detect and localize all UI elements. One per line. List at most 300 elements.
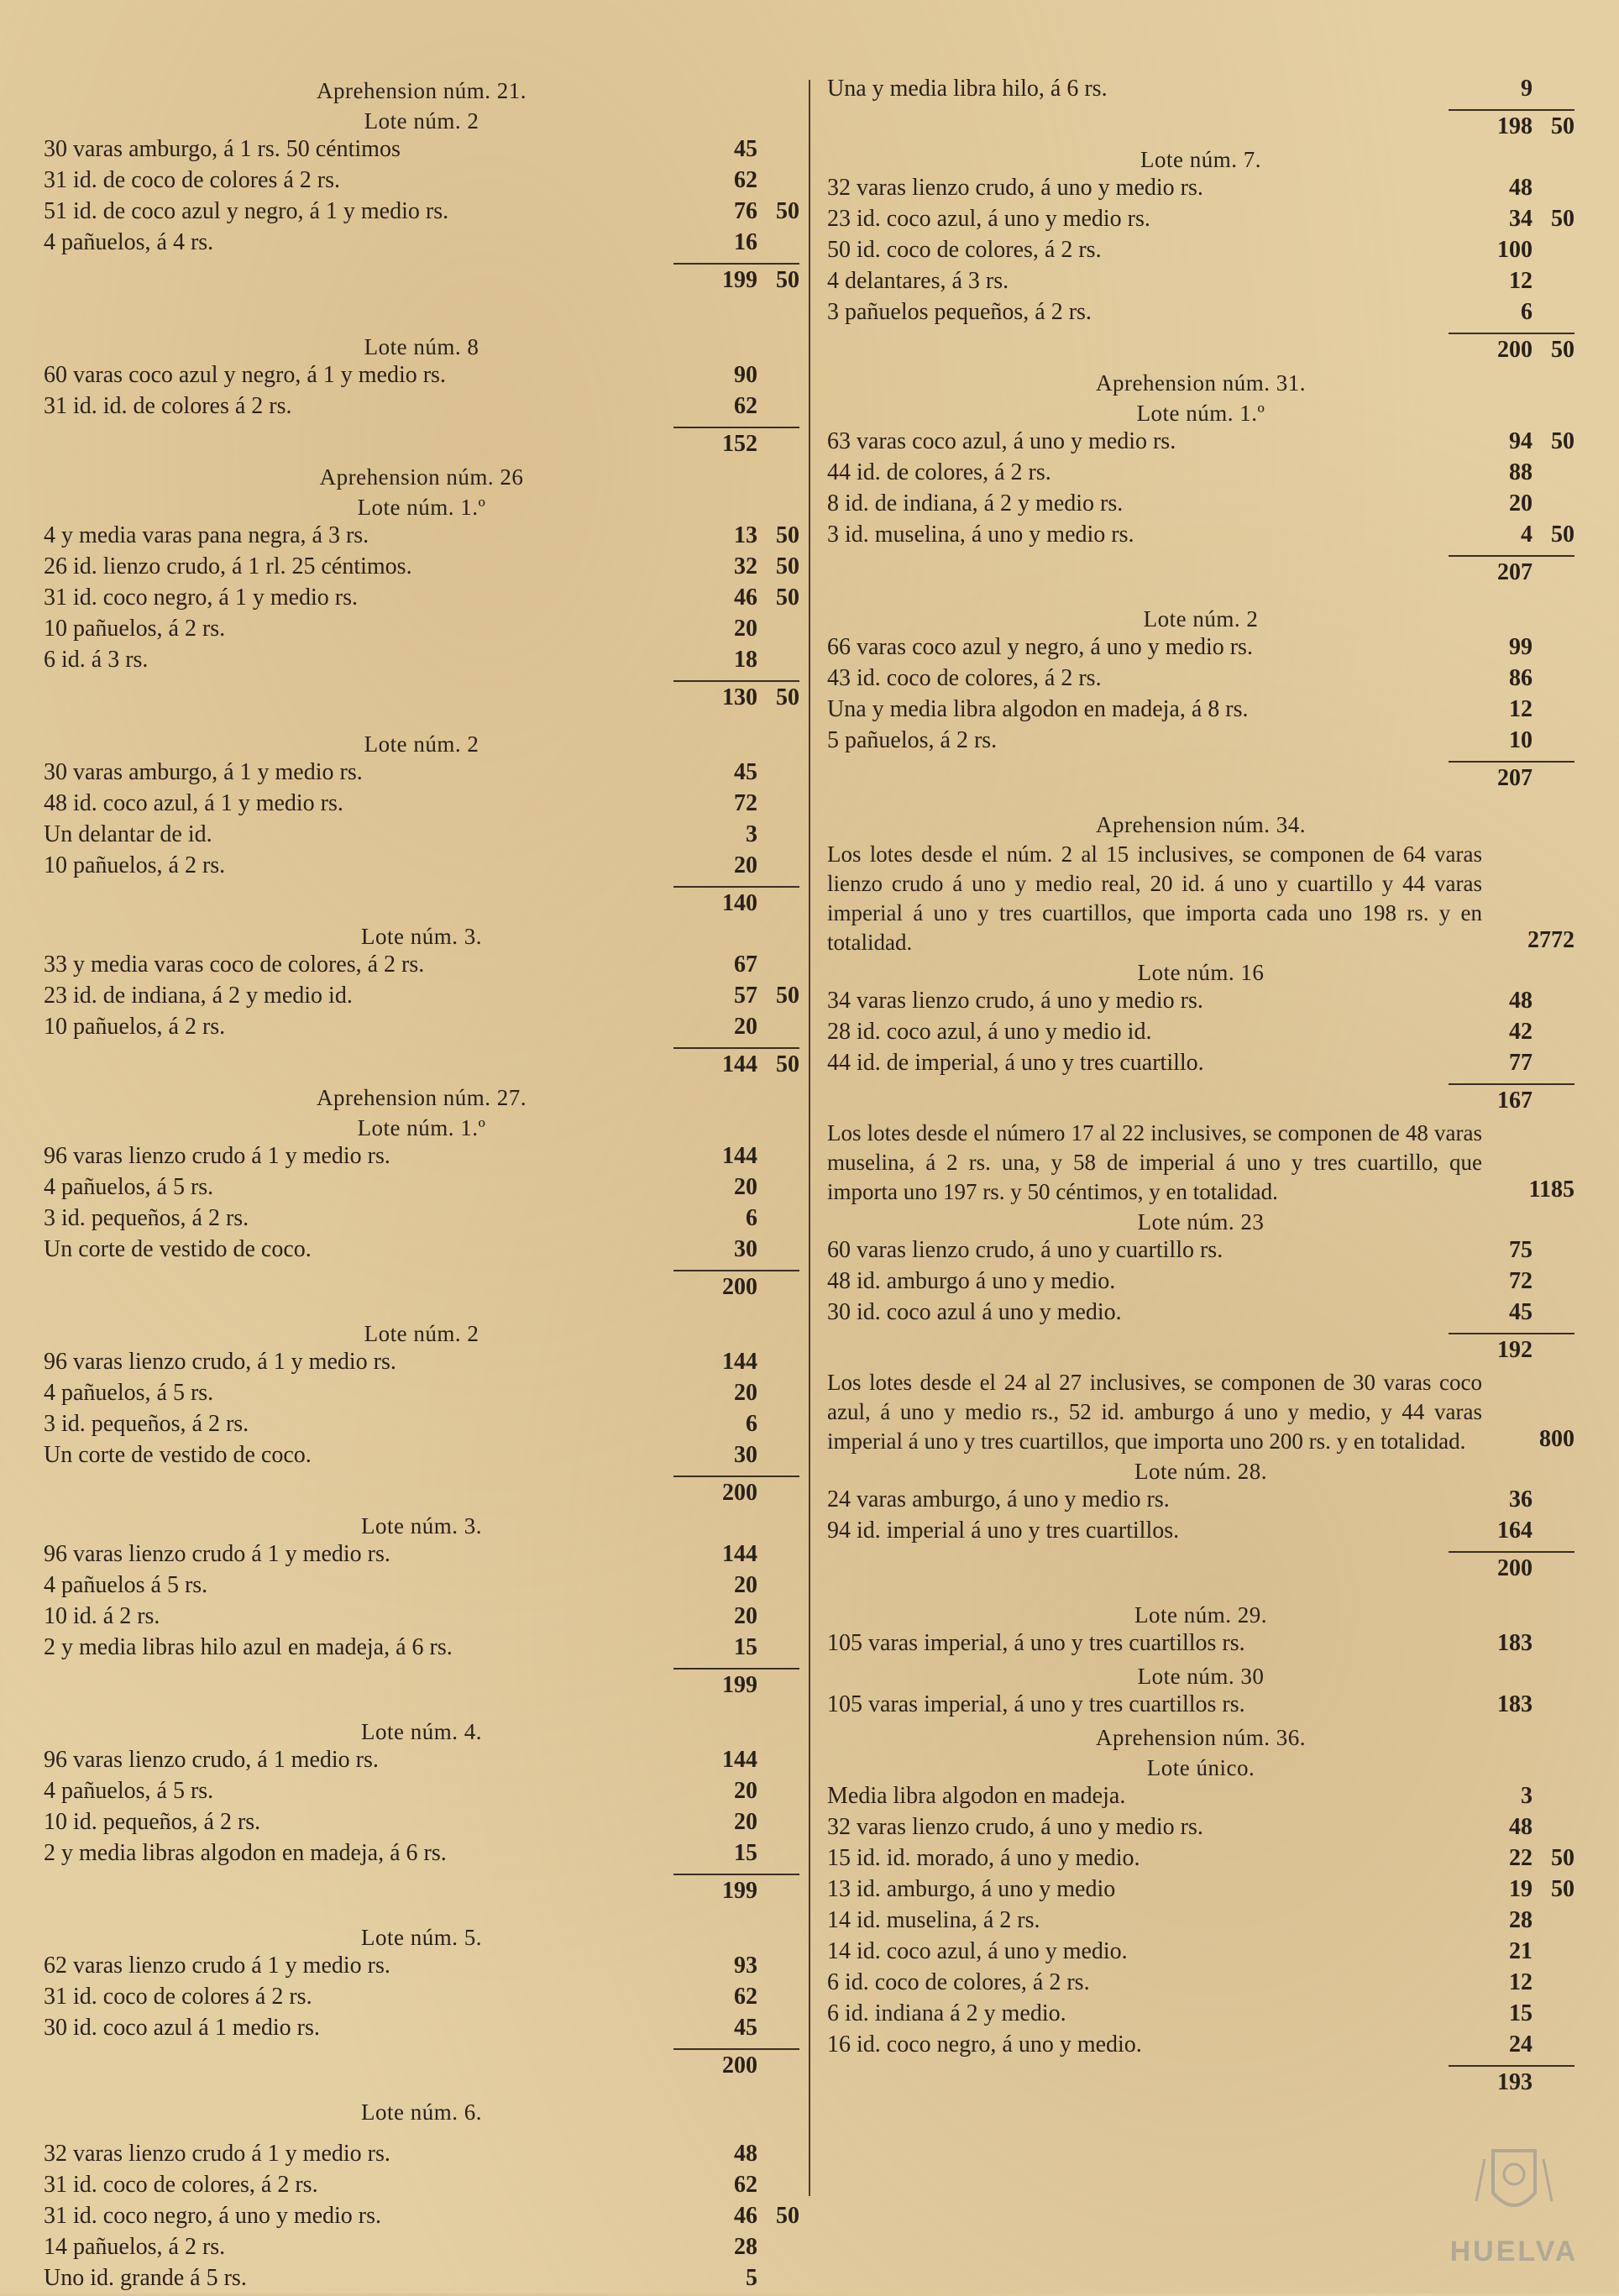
ledger-total [44, 1480, 799, 1511]
amount-reales: 45 [734, 136, 757, 162]
ledger-row [827, 1486, 1574, 1518]
sum-rule [1449, 109, 1574, 111]
section-heading: Lote núm. 1.º [357, 1115, 486, 1140]
item-description: 48 id. coco azul, á 1 y medio rs. [44, 790, 343, 816]
item-description: Un delantar de id. [44, 821, 212, 847]
ledger-row [827, 459, 1574, 490]
ledger-row [44, 393, 799, 424]
item-description: 23 id. de indiana, á 2 y medio id. [44, 983, 353, 1009]
ledger-total [827, 1337, 1574, 1368]
item-description: 6 id. indiana á 2 y medio. [827, 2000, 1066, 2026]
amount-reales: 45 [734, 2015, 757, 2041]
amount-reales: 9 [1521, 76, 1533, 102]
amount-reales: 144 [722, 1349, 757, 1375]
amount-reales: 86 [1509, 665, 1533, 691]
item-description: 62 varas lienzo crudo á 1 y medio rs. [44, 1953, 390, 1979]
spacer [44, 716, 799, 729]
item-description: 44 id. de imperial, á uno y tres cuartillo. [827, 1050, 1204, 1076]
ledger-total [827, 337, 1574, 368]
section-heading: Lote núm. 29. [1134, 1602, 1267, 1628]
item-description: 14 pañuelos, á 2 rs. [44, 2234, 226, 2260]
amount-reales: 62 [734, 1984, 757, 2010]
ledger-total [44, 1878, 799, 1909]
amount-reales: 20 [734, 852, 757, 878]
amount-reales: 72 [734, 790, 757, 816]
amount-reales: 76 [734, 198, 757, 224]
item-description: 32 varas lienzo crudo á 1 y medio rs. [44, 2141, 390, 2167]
ledger-total [44, 684, 799, 716]
section-heading: Lote núm. 2 [364, 1321, 479, 1346]
item-description: 10 id. pequeños, á 2 rs. [44, 1809, 261, 1835]
sum-rule [673, 886, 799, 888]
spacer [827, 590, 1574, 604]
ledger-row [827, 522, 1574, 553]
amount-reales: 183 [1497, 1691, 1533, 1717]
amount-reales: 192 [1497, 1337, 1533, 1363]
ledger-row [44, 1634, 799, 1665]
amount-reales: 30 [734, 1442, 757, 1468]
amount-reales: 19 [1509, 1876, 1533, 1902]
amount-reales: 34 [1509, 206, 1533, 232]
amount-reales: 144 [722, 1051, 757, 1077]
ledger-row [44, 1840, 799, 1871]
amount-reales: 20 [1509, 490, 1533, 516]
amount-reales: 62 [734, 167, 757, 193]
ledger-row [44, 2015, 799, 2046]
amount-reales: 13 [734, 522, 757, 548]
amount-centimos: 50 [1551, 522, 1574, 548]
ledger-row [827, 1814, 1574, 1845]
amount-reales: 28 [1509, 1907, 1533, 1933]
amount-reales: 193 [1497, 2069, 1533, 2095]
ledger-row [827, 665, 1574, 696]
sum-rule [673, 2048, 799, 2050]
item-description: Un corte de vestido de coco. [44, 1442, 312, 1468]
ledger-row [44, 2234, 799, 2265]
amount-reales: 183 [1497, 1630, 1533, 1656]
sum-rule [1449, 1083, 1574, 1085]
ledger-row [44, 983, 799, 1014]
lot-paragraph [827, 1119, 1574, 1207]
item-description: 32 varas lienzo crudo, á uno y medio rs. [827, 175, 1203, 201]
amount-reales: 200 [722, 1274, 757, 1300]
item-description: 31 id. coco negro, á uno y medio rs. [44, 2203, 382, 2229]
sum-rule [673, 1874, 799, 1875]
ledger-total [827, 1555, 1574, 1586]
ledger-row [44, 1205, 799, 1236]
section-heading: Lote núm. 4. [361, 1719, 482, 1744]
amount-reales: 45 [734, 759, 757, 785]
section-heading: Aprehension núm. 26 [319, 464, 524, 490]
item-description: 10 pañuelos, á 2 rs. [44, 852, 226, 878]
ledger-row [827, 237, 1574, 268]
amount-centimos: 50 [1551, 1876, 1574, 1902]
amount-reales: 15 [1509, 2000, 1533, 2026]
paragraph-text: Los lotes desde el número 17 al 22 inclusives, se componen de 48 varas muselina, á 2 rs. una, y 58 de imperial á uno y tres cuartillo, que importa uno 197 rs. y 50 céntimos, y en totalidad. [827, 1120, 1482, 1204]
column-divider [809, 80, 810, 2196]
item-description: 63 varas coco azul, á uno y medio rs. [827, 428, 1176, 454]
ledger-row [44, 553, 799, 584]
sum-rule [673, 427, 799, 428]
ledger-row [827, 1845, 1574, 1876]
ledger-row [44, 2172, 799, 2203]
paragraph-total: 2772 [1527, 927, 1574, 953]
item-description: 4 pañuelos, á 5 rs. [44, 1174, 214, 1200]
ledger-row [827, 299, 1574, 330]
ledger-total [44, 2052, 799, 2084]
amount-reales: 100 [1497, 237, 1533, 263]
section-heading: Lote núm. 5. [361, 1925, 482, 1950]
ledger-row [827, 1876, 1574, 1907]
amount-centimos: 50 [776, 983, 799, 1009]
amount-reales: 62 [734, 393, 757, 419]
ledger-row [44, 647, 799, 678]
amount-reales: 48 [1509, 175, 1533, 201]
ledger-row [44, 167, 799, 198]
item-description: Una y media libra algodon en madeja, á 8 rs. [827, 696, 1249, 722]
amount-reales: 200 [1497, 1555, 1533, 1581]
amount-reales: 99 [1509, 634, 1533, 660]
sum-rule [1449, 2065, 1574, 2067]
ledger-row [827, 1268, 1574, 1299]
amount-reales: 88 [1509, 459, 1533, 485]
amount-reales: 4 [1521, 522, 1533, 548]
amount-reales: 20 [734, 1809, 757, 1835]
amount-reales: 77 [1509, 1050, 1533, 1076]
section-heading: Aprehension núm. 21. [317, 78, 527, 103]
amount-reales: 198 [1497, 113, 1533, 139]
item-description: 66 varas coco azul y negro, á uno y medio rs. [827, 634, 1253, 660]
amount-reales: 32 [734, 553, 757, 579]
ledger-row [827, 1969, 1574, 2000]
amount-reales: 75 [1509, 1237, 1533, 1263]
amount-reales: 72 [1509, 1268, 1533, 1294]
item-description: 4 y media varas pana negra, á 3 rs. [44, 522, 369, 548]
ledger-row [44, 1014, 799, 1045]
item-description: 2 y media libras hilo azul en madeja, á 6 rs. [44, 1634, 453, 1660]
item-description: 96 varas lienzo crudo, á 1 medio rs. [44, 1747, 379, 1773]
ledger-row [44, 362, 799, 393]
item-description: 5 pañuelos, á 2 rs. [827, 727, 998, 753]
section-heading: Lote núm. 30 [1137, 1664, 1265, 1689]
ledger-row [827, 268, 1574, 299]
item-description: 94 id. imperial á uno y tres cuartillos. [827, 1518, 1180, 1544]
item-description: 30 id. coco azul á uno y medio. [827, 1299, 1122, 1325]
crest-icon [1434, 2142, 1594, 2235]
ledger-row [44, 1572, 799, 1603]
amount-reales: 199 [722, 267, 757, 293]
section-heading: Lote núm. 3. [361, 1513, 482, 1539]
ledger-row [827, 1299, 1574, 1330]
amount-reales: 21 [1509, 1938, 1533, 1964]
item-description: 31 id. coco de colores á 2 rs. [44, 1984, 312, 2010]
ledger-row [44, 229, 799, 260]
amount-centimos: 50 [1551, 337, 1574, 363]
ledger-row [827, 634, 1574, 665]
ledger-row [44, 198, 799, 229]
amount-reales: 144 [722, 1541, 757, 1567]
section-heading: Aprehension núm. 34. [1096, 812, 1306, 837]
amount-reales: 48 [734, 2141, 757, 2167]
ledger-row [44, 2203, 799, 2234]
ledger-row [827, 175, 1574, 206]
ledger-row [44, 1541, 799, 1572]
ledger-row [44, 136, 799, 167]
ledger-total [44, 1274, 799, 1305]
item-description: 14 id. coco azul, á uno y medio. [827, 1938, 1128, 1964]
lot-paragraph [827, 840, 1574, 957]
amount-centimos: 50 [1551, 206, 1574, 232]
item-description: 50 id. coco de colores, á 2 rs. [827, 237, 1102, 263]
ledger-row [827, 1783, 1574, 1814]
item-description: 10 pañuelos, á 2 rs. [44, 1014, 226, 1040]
ledger-total [827, 2069, 1574, 2100]
item-description: 14 id. muselina, á 2 rs. [827, 1907, 1040, 1933]
amount-reales: 48 [1509, 1814, 1533, 1840]
item-description: 44 id. de colores, á 2 rs. [827, 459, 1051, 485]
ledger-row [827, 1518, 1574, 1549]
amount-reales: 18 [734, 647, 757, 673]
amount-reales: 42 [1509, 1019, 1533, 1045]
ledger-total [827, 765, 1574, 796]
item-description: 31 id. id. de colores á 2 rs. [44, 393, 292, 419]
amount-reales: 12 [1509, 696, 1533, 722]
item-description: 3 pañuelos pequeños, á 2 rs. [827, 299, 1092, 325]
section-heading: Lote núm. 3. [361, 924, 482, 949]
amount-reales: 20 [734, 1572, 757, 1598]
section-heading: Lote núm. 2 [364, 731, 479, 757]
item-description: 4 pañuelos á 5 rs. [44, 1572, 208, 1598]
item-description: 30 varas amburgo, á 1 rs. 50 céntimos [44, 136, 401, 162]
amount-reales: 93 [734, 1953, 757, 1979]
amount-reales: 24 [1509, 2031, 1533, 2057]
ledger-row [827, 1019, 1574, 1050]
sum-rule [673, 680, 799, 682]
section-heading: Lote núm. 6. [361, 2099, 482, 2125]
sum-rule [1449, 1333, 1574, 1334]
amount-reales: 6 [1521, 299, 1533, 325]
amount-reales: 57 [734, 983, 757, 1009]
ledger-total [44, 1672, 799, 1703]
item-description: 32 varas lienzo crudo, á uno y medio rs. [827, 1814, 1203, 1840]
item-description: 24 varas amburgo, á uno y medio rs. [827, 1486, 1170, 1512]
ledger-total [827, 559, 1574, 590]
ledger-row [44, 1809, 799, 1840]
amount-reales: 15 [734, 1634, 757, 1660]
spacer [44, 1909, 799, 1922]
amount-reales: 167 [1497, 1088, 1533, 1114]
item-description: 8 id. de indiana, á 2 y medio rs. [827, 490, 1124, 516]
amount-reales: 6 [746, 1411, 757, 1437]
item-description: 31 id. coco de colores, á 2 rs. [44, 2172, 318, 2198]
ledger-row [827, 727, 1574, 758]
amount-centimos: 50 [776, 584, 799, 611]
ledger-row [44, 1442, 799, 1473]
sum-rule [1449, 333, 1574, 334]
amount-reales: 20 [734, 1174, 757, 1200]
ledger-row [44, 1778, 799, 1809]
item-description: Media libra algodon en madeja. [827, 1783, 1126, 1809]
amount-reales: 20 [734, 1603, 757, 1629]
amount-reales: 130 [722, 684, 757, 710]
paragraph-text: Los lotes desde el núm. 2 al 15 inclusives, se componen de 64 varas lienzo crudo á uno y medio real, 20 id. á uno y cuartillo y 44 varas imperial á uno y tres cuartillos, que importa cada uno 198 rs. y en totalidad. [827, 841, 1482, 955]
item-description: 3 id. pequeños, á 2 rs. [44, 1205, 249, 1231]
amount-reales: 12 [1509, 268, 1533, 294]
item-description: 10 pañuelos, á 2 rs. [44, 616, 226, 642]
item-description: 6 id. coco de colores, á 2 rs. [827, 1969, 1090, 1995]
ledger-row [827, 206, 1574, 237]
amount-centimos: 50 [776, 522, 799, 548]
amount-reales: 10 [1509, 727, 1533, 753]
sum-rule [1449, 761, 1574, 763]
amount-reales: 199 [722, 1878, 757, 1904]
ledger-row [44, 522, 799, 553]
amount-reales: 48 [1509, 988, 1533, 1014]
item-description: Uno id. grande á 5 rs. [44, 2265, 247, 2291]
ledger-row [44, 790, 799, 821]
paragraph-text: Los lotes desde el 24 al 27 inclusives, se componen de 30 varas coco azul, á uno y medio rs., 52 id. amburgo á uno y medio, y 44 varas imperial á uno y tres cuartillos, que importa uno 200 rs. y en totalidad. [827, 1370, 1482, 1454]
spacer [44, 1305, 799, 1318]
ledger-row [44, 584, 799, 616]
item-description: Un corte de vestido de coco. [44, 1236, 312, 1262]
ledger-total [44, 267, 799, 298]
amount-reales: 94 [1509, 428, 1533, 454]
ledger-row [827, 76, 1574, 107]
item-description: 31 id. de coco de colores á 2 rs. [44, 167, 340, 193]
ledger-total [827, 1088, 1574, 1119]
amount-reales: 16 [734, 229, 757, 255]
section-heading: Lote núm. 2 [1143, 606, 1259, 632]
ledger-row [827, 1907, 1574, 1938]
amount-reales: 200 [722, 2052, 757, 2078]
ledger-row [44, 1143, 799, 1174]
amount-reales: 3 [746, 821, 757, 847]
section-heading: Lote núm. 16 [1137, 960, 1265, 985]
amount-reales: 5 [746, 2265, 757, 2291]
spacer [827, 796, 1574, 810]
ledger-row [44, 759, 799, 790]
item-description: 96 varas lienzo crudo á 1 y medio rs. [44, 1541, 390, 1567]
amount-reales: 62 [734, 2172, 757, 2198]
amount-centimos: 50 [776, 1051, 799, 1077]
section-heading: Lote núm. 1.º [1136, 401, 1265, 426]
sum-rule [1449, 1551, 1574, 1553]
spacer [44, 298, 799, 332]
ledger-row [44, 616, 799, 647]
item-description: 105 varas imperial, á uno y tres cuartillos rs. [827, 1691, 1245, 1717]
ledger-total [44, 431, 799, 462]
amount-reales: 200 [722, 1480, 757, 1506]
item-description: 15 id. id. morado, á uno y medio. [827, 1845, 1140, 1871]
section-heading: Aprehension núm. 31. [1096, 370, 1306, 396]
amount-reales: 20 [734, 1014, 757, 1040]
amount-reales: 3 [1521, 1783, 1533, 1809]
ledger-row [44, 2141, 799, 2172]
amount-reales: 6 [746, 1205, 757, 1231]
section-heading: Lote núm. 1.º [357, 495, 486, 520]
amount-reales: 46 [734, 2203, 757, 2229]
ledger-row [827, 490, 1574, 522]
ledger-row [827, 988, 1574, 1019]
item-description: 10 id. á 2 rs. [44, 1603, 160, 1629]
amount-reales: 199 [722, 1672, 757, 1698]
amount-reales: 90 [734, 362, 757, 388]
amount-reales: 30 [734, 1236, 757, 1262]
amount-reales: 15 [734, 1840, 757, 1866]
ledger-row [827, 1050, 1574, 1081]
left-column [44, 76, 799, 2296]
amount-reales: 20 [734, 1778, 757, 1804]
item-description: 31 id. coco negro, á 1 y medio rs. [44, 584, 359, 611]
ledger-row [44, 1953, 799, 1984]
amount-reales: 22 [1509, 1845, 1533, 1871]
item-description: 30 id. coco azul á 1 medio rs. [44, 2015, 320, 2041]
section-heading: Lote núm. 8 [364, 334, 479, 359]
spacer [44, 2084, 799, 2097]
item-description: 105 varas imperial, á uno y tres cuartillos rs. [827, 1630, 1245, 1656]
ledger-row [44, 1349, 799, 1380]
amount-centimos: 50 [1551, 428, 1574, 454]
sum-rule [673, 1270, 799, 1271]
amount-reales: 207 [1497, 559, 1533, 585]
ledger-total [44, 890, 799, 921]
amount-reales: 207 [1497, 765, 1533, 791]
ledger-row [44, 1411, 799, 1442]
item-description: 30 varas amburgo, á 1 y medio rs. [44, 759, 363, 785]
seal-label: HUELVA [1449, 2236, 1579, 2267]
sum-rule [673, 263, 799, 265]
ledger-row [44, 821, 799, 852]
amount-reales: 67 [734, 951, 757, 978]
item-description: 26 id. lienzo crudo, á 1 rl. 25 céntimos. [44, 553, 412, 579]
item-description: 4 pañuelos, á 5 rs. [44, 1778, 214, 1804]
amount-reales: 152 [722, 431, 757, 457]
item-description: 43 id. coco de colores, á 2 rs. [827, 665, 1102, 691]
item-description: 2 y media libras algodon en madeja, á 6 rs. [44, 1840, 447, 1866]
item-description: 48 id. amburgo á uno y medio. [827, 1268, 1116, 1294]
sum-rule [673, 1476, 799, 1477]
ledger-total [44, 1051, 799, 1082]
amount-centimos: 50 [776, 684, 799, 710]
amount-centimos: 50 [1551, 1845, 1574, 1871]
paragraph-total: 1185 [1528, 1177, 1574, 1203]
amount-reales: 36 [1509, 1486, 1533, 1512]
ledger-row [827, 2031, 1574, 2063]
amount-centimos: 50 [776, 267, 799, 293]
amount-reales: 200 [1497, 337, 1533, 363]
archive-seal [1434, 2142, 1594, 2268]
ledger-row [44, 1747, 799, 1778]
item-description: 4 pañuelos, á 4 rs. [44, 229, 214, 255]
item-description: 51 id. de coco azul y negro, á 1 y medio rs. [44, 198, 449, 224]
section-heading: Aprehension núm. 36. [1096, 1725, 1306, 1750]
item-description: 33 y media varas coco de colores, á 2 rs. [44, 951, 425, 978]
ledger-row [827, 2000, 1574, 2031]
ledger-row [827, 1691, 1574, 1722]
ledger-row [44, 852, 799, 883]
section-heading: Lote núm. 2 [364, 108, 479, 134]
item-description: 13 id. amburgo, á uno y medio [827, 1876, 1116, 1902]
ledger-row [44, 1984, 799, 2015]
item-description: 34 varas lienzo crudo, á uno y medio rs. [827, 988, 1203, 1014]
section-heading: Lote único. [1146, 1755, 1255, 1780]
lot-paragraph [827, 1368, 1574, 1456]
item-description: 16 id. coco negro, á uno y medio. [827, 2031, 1142, 2057]
amount-reales: 46 [734, 584, 757, 611]
sum-rule [673, 1668, 799, 1670]
amount-centimos: 50 [776, 198, 799, 224]
ledger-row [827, 1630, 1574, 1661]
